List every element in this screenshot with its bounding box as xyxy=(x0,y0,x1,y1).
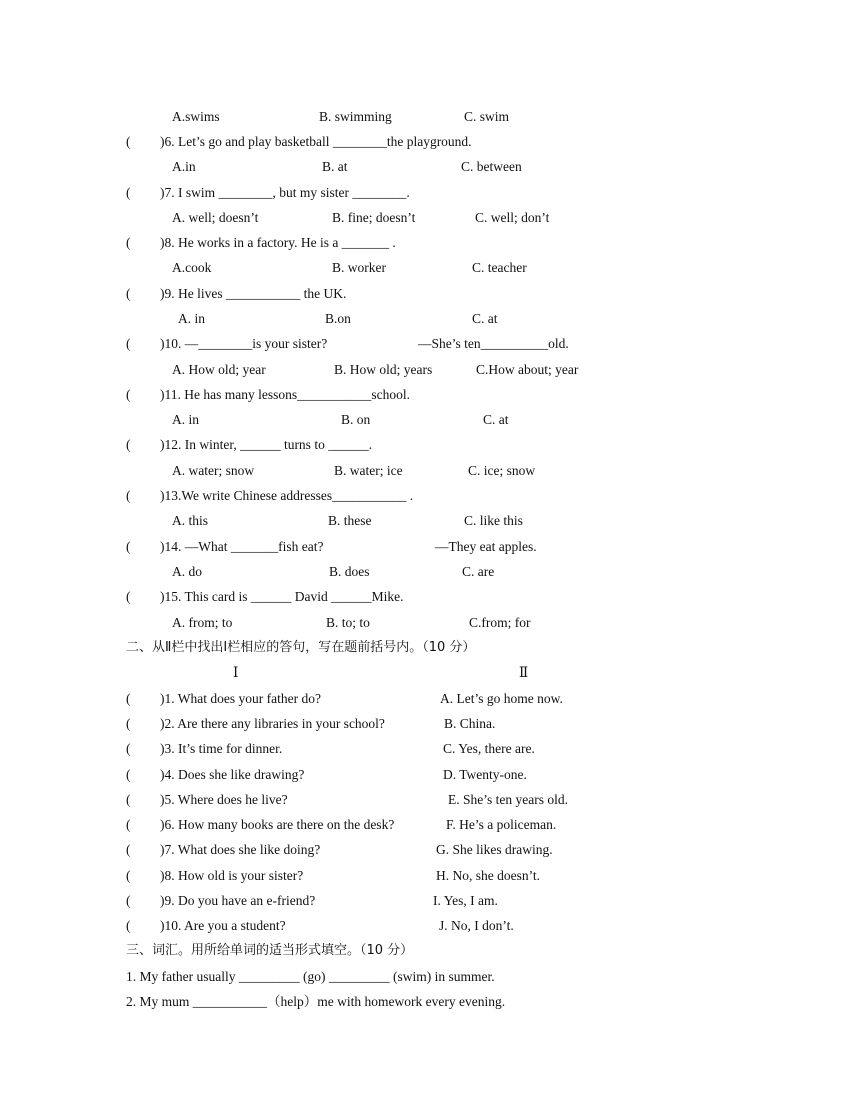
question-stem: )11. He has many lessons___________school. xyxy=(160,387,410,402)
match-question: )1. What does your father do? xyxy=(160,691,321,706)
match-answer: A. Let’s go home now. xyxy=(440,691,563,706)
section-2-heading: 二、从Ⅱ栏中找出Ⅰ栏相应的答句，写在题前括号内。（10 分） xyxy=(126,640,476,655)
match-answer: G. She likes drawing. xyxy=(436,842,553,857)
answer-bracket[interactable]: ( xyxy=(126,235,131,250)
option-c: C. between xyxy=(461,159,522,174)
answer-bracket[interactable]: ( xyxy=(126,893,131,908)
answer-bracket[interactable]: ( xyxy=(126,868,131,883)
answer-bracket[interactable]: ( xyxy=(126,691,131,706)
answer-bracket[interactable]: ( xyxy=(126,437,131,452)
option-b: B. water; ice xyxy=(334,463,403,478)
option-c: C.from; for xyxy=(469,615,531,630)
option-b: B.on xyxy=(325,311,351,326)
q5-option-b: B. swimming xyxy=(319,109,392,124)
option-b: B. How old; years xyxy=(334,362,433,377)
option-a: A. How old; year xyxy=(172,362,266,377)
column-1-header: Ⅰ xyxy=(233,665,239,680)
match-question: )3. It’s time for dinner. xyxy=(160,741,283,756)
option-a: A. do xyxy=(172,564,202,579)
match-question: )6. How many books are there on the desk? xyxy=(160,817,395,832)
answer-bracket[interactable]: ( xyxy=(126,817,131,832)
match-answer: D. Twenty-one. xyxy=(443,767,527,782)
option-c: C. at xyxy=(483,412,509,427)
option-c: C. ice; snow xyxy=(468,463,536,478)
answer-bracket[interactable]: ( xyxy=(126,286,131,301)
fill-blank-line: 2. My mum ___________（help）me with homework every evening. xyxy=(126,994,506,1009)
answer-bracket[interactable]: ( xyxy=(126,185,131,200)
question-stem: )7. I swim ________, but my sister ________. xyxy=(160,185,410,200)
option-b: B. does xyxy=(329,564,370,579)
match-answer: J. No, I don’t. xyxy=(439,918,514,933)
answer-bracket[interactable]: ( xyxy=(126,842,131,857)
answer-bracket[interactable]: ( xyxy=(126,716,131,731)
question-stem: )13.We write Chinese addresses___________ . xyxy=(160,488,414,503)
option-a: A. from; to xyxy=(172,615,233,630)
option-b: B. to; to xyxy=(326,615,370,630)
option-c: C. teacher xyxy=(472,260,527,275)
dialogue-reply: —She’s ten__________old. xyxy=(418,336,569,351)
match-answer: C. Yes, there are. xyxy=(443,741,535,756)
match-question: )5. Where does he live? xyxy=(160,792,288,807)
answer-bracket[interactable]: ( xyxy=(126,134,131,149)
match-question: )7. What does she like doing? xyxy=(160,842,321,857)
answer-bracket[interactable]: ( xyxy=(126,387,131,402)
option-c: C. like this xyxy=(464,513,523,528)
match-answer: B. China. xyxy=(444,716,496,731)
option-c: C. at xyxy=(472,311,498,326)
question-stem: )10. —________is your sister? xyxy=(160,336,328,351)
option-a: A. in xyxy=(178,311,205,326)
answer-bracket[interactable]: ( xyxy=(126,792,131,807)
answer-bracket[interactable]: ( xyxy=(126,539,131,554)
question-stem: )14. —What _______fish eat? xyxy=(160,539,324,554)
question-stem: )6. Let’s go and play basketball ________the playground. xyxy=(160,134,472,149)
option-c: C.How about; year xyxy=(476,362,579,377)
option-b: B. worker xyxy=(332,260,386,275)
answer-bracket[interactable]: ( xyxy=(126,918,131,933)
match-answer: E. She’s ten years old. xyxy=(448,792,568,807)
match-question: )10. Are you a student? xyxy=(160,918,286,933)
match-question: )2. Are there any libraries in your school? xyxy=(160,716,385,731)
option-b: B. fine; doesn’t xyxy=(332,210,416,225)
answer-bracket[interactable]: ( xyxy=(126,741,131,756)
match-answer: I. Yes, I am. xyxy=(433,893,498,908)
option-a: A. in xyxy=(172,412,199,427)
answer-bracket[interactable]: ( xyxy=(126,767,131,782)
option-b: B. at xyxy=(322,159,348,174)
match-question: )4. Does she like drawing? xyxy=(160,767,305,782)
option-b: B. on xyxy=(341,412,371,427)
option-c: C. are xyxy=(462,564,495,579)
option-a: A. water; snow xyxy=(172,463,255,478)
q5-option-a: A.swims xyxy=(172,109,220,124)
option-c: C. well; don’t xyxy=(475,210,550,225)
option-a: A. this xyxy=(172,513,209,528)
option-a: A. well; doesn’t xyxy=(172,210,259,225)
answer-bracket[interactable]: ( xyxy=(126,589,131,604)
option-a: A.in xyxy=(172,159,196,174)
answer-bracket[interactable]: ( xyxy=(126,488,131,503)
match-answer: F. He’s a policeman. xyxy=(446,817,557,832)
answer-bracket[interactable]: ( xyxy=(126,336,131,351)
q5-option-c: C. swim xyxy=(464,109,510,124)
fill-blank-line: 1. My father usually _________ (go) _________ (swim) in summer. xyxy=(126,969,495,984)
match-question: )8. How old is your sister? xyxy=(160,868,304,883)
match-answer: H. No, she doesn’t. xyxy=(436,868,540,883)
option-b: B. these xyxy=(328,513,372,528)
section-3-heading: 三、词汇。用所给单词的适当形式填空。（10 分） xyxy=(126,943,414,958)
question-stem: )9. He lives ___________ the UK. xyxy=(160,286,347,301)
question-stem: )8. He works in a factory. He is a _______ . xyxy=(160,235,396,250)
question-stem: )12. In winter, ______ turns to ______. xyxy=(160,437,373,452)
option-a: A.cook xyxy=(172,260,212,275)
question-stem: )15. This card is ______ David ______Mike. xyxy=(160,589,404,604)
dialogue-reply: —They eat apples. xyxy=(435,539,537,554)
match-question: )9. Do you have an e-friend? xyxy=(160,893,316,908)
column-2-header: Ⅱ xyxy=(519,665,529,680)
